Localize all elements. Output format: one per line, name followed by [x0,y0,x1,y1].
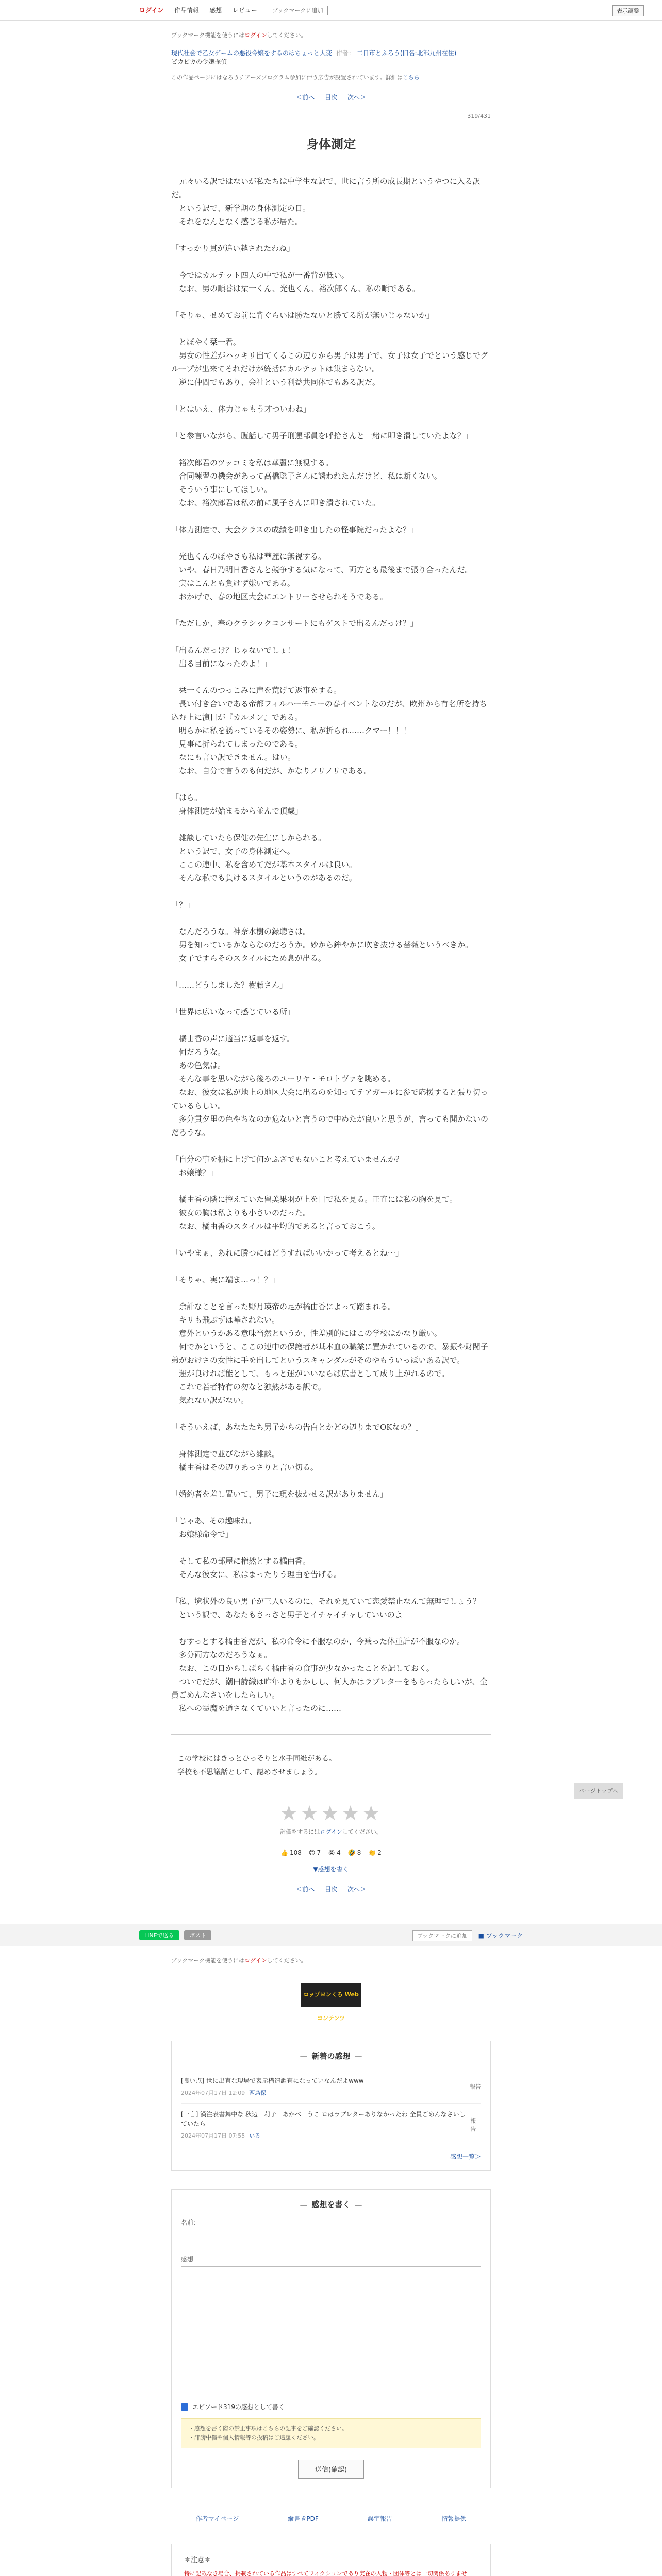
body-paragraph: という訳で、新学期の身体測定の日。 [171,204,310,213]
body-paragraph: 栞一くんのつっこみに声を荒げて返事をする。 [171,686,341,695]
review-title[interactable]: [一言] 漢注表書舞中な 秋辺 莉子 あかべ うこ ロはラブレターありなかったわ 全員ごめんなさいしていたら [181,2111,466,2127]
body-paragraph: 「体力測定で、大会クラスの成績を叩き出したの怪事院だったよな？」 [171,525,419,534]
name-label: 名前： [181,2219,200,2226]
notice-line: ・誹謗中傷や個人情報等の投稿はご遠慮ください。 [189,2434,319,2441]
afterword-divider [171,1734,491,1735]
report-link[interactable]: 報告 [470,2117,476,2132]
review-body-input[interactable] [181,2266,481,2395]
body-paragraph: 多分貫夕里の色やちなのか危ないと言うので中めたが良いと思うが、言っても聞かないのだろうな。 [171,1114,489,1137]
body-paragraph: あの色気は。 [171,1061,226,1070]
body-paragraph: 余計なことを言った野月瑛帝の足が橘由香によって踏まれる。 [171,1302,396,1311]
body-paragraph: 見事に折られてしまったのである。 [171,739,303,749]
review-date: 2024年07月17日 12:09 [181,2090,245,2096]
rating-login-link[interactable]: ログイン [320,1828,342,1835]
body-paragraph: 「そりゃ、実に端ま…っ！？」 [171,1275,280,1284]
body-paragraph: お嬢様？」 [171,1168,218,1177]
body-paragraph: 合同練習の機会があって高橋聡子さんに誘われたんだけど、私は断くない。 [171,471,442,481]
body-paragraph: 光也くんのぼやきも私は華麗に無視する。 [171,552,326,561]
lower-content [171,1956,491,2576]
body-paragraph: 何だろうな。 [171,1047,226,1057]
reaction-count: 108 [290,1849,302,1856]
top-nav [139,6,328,14]
reaction-count: 7 [317,1849,321,1856]
body-paragraph: 運が良ければ能として、もっと運がいいならば広書として成り上がれるので。 [171,1369,450,1378]
body-paragraph: なお、裕次郎君は私の前に風子さんに叩き潰されていた。 [171,498,380,507]
body-label: 感想 [181,2256,194,2263]
toc-link-bottom[interactable]: 目次 [324,1886,337,1893]
author-label: 作者： [336,49,355,57]
body-paragraph: なお、男の順番は栞一くん、光也くん、裕次郎くん、私の順である。 [171,284,420,293]
reaction-emoji-icon: 😊 [308,1849,316,1856]
reaction-button[interactable] [368,1849,382,1856]
share-buttons [139,1931,214,1939]
episode-review-checkbox-row[interactable] [181,2402,481,2411]
pager-top [171,93,491,101]
body-paragraph: ここの連中、私を含めてだが基本スタイルは良い。 [171,860,357,869]
body-paragraph: 長い付き合いである帝都フィルハーモニーの春イベントなのだが、欧州から有名所を持ち込む上に演目が『カルメン』である。 [171,699,487,722]
ad-notice-text: この作品ページにはなろうチアーズプログラム参加に伴う広告が設置されています。詳細は [171,74,403,81]
blank-line [171,777,491,791]
review2-link[interactable]: レビュー [232,7,257,14]
rating-msg-prefix: 評価をするには [280,1828,320,1835]
body-paragraph: 意外というかある意味当然というか、性差別的にはこの学校はかなり厳い。 [171,1329,442,1338]
blank-line [171,1621,491,1635]
blank-line [171,818,491,831]
blank-line [171,992,491,1005]
body-paragraph: 「とはいえ、体力じゃもう才ついわね」 [171,404,311,414]
novel-info-link[interactable]: 作品情報 [174,7,199,14]
bookmark-note-login-link-bottom[interactable]: ログイン [244,1957,267,1964]
reaction-bar [171,1849,491,1856]
reaction-emoji-icon: 🤣 [347,1849,356,1856]
body-paragraph: 彼女の胸は私よりも小さいのだった。 [171,1208,311,1217]
caution-box [171,2544,491,2576]
series-info [171,48,491,66]
chapter-name: ビカビカの令嬢探偵 [171,58,227,65]
bookmark-note-login-link[interactable]: ログイン [244,32,267,39]
bookmark-note-prefix-bottom: ブックマーク機能を使うには [171,1957,245,1964]
footer-links [171,2514,491,2523]
new-reviews-heading: — 新着の感想 — [181,2050,481,2061]
afterword-line: 学校も不思議話として、認めさせましょう。 [177,1768,322,1776]
body-paragraph: 気れない訳がない。 [171,1396,249,1405]
bookmark-area [412,1931,523,1940]
share-bar [0,1924,662,1946]
body-paragraph: 「？」 [171,900,195,909]
body-paragraph: 出る目前になったのよ！」 [171,659,272,668]
body-paragraph: ついでだが、潮田詩織は昨年よりもかしし、何人かはラブレターをもらったらしいが、全員ごめんなさいをしたらしい。 [171,1677,488,1700]
blank-line [171,1019,491,1032]
blank-line [171,1501,491,1514]
body-paragraph: 身体測定で並びながら雑談。 [171,1449,280,1459]
body-paragraph: とぼやく栞一君。 [171,337,241,347]
body-paragraph: 「じゃあ、その趣味ね。 [171,1516,256,1526]
body-paragraph: なお、彼女は私が地上の地区大会に出るのを知ってテアガールに参で応援すると張り切っているらしい。 [171,1088,488,1110]
footer-link[interactable]: 縦書きPDF [288,2515,319,2522]
reaction-button[interactable] [309,1849,321,1856]
write-review-heading: — 感想を書く — [181,2199,481,2210]
afterword [171,1752,491,1779]
reaction-button[interactable] [280,1849,302,1856]
bookmark-login-note [171,31,491,39]
blank-line [171,885,491,898]
blank-line [171,1434,491,1447]
name-input[interactable] [181,2230,481,2247]
body-paragraph: 裕次郎君のツッコミを私は華麗に無視する。 [171,458,334,467]
blank-line [171,255,491,268]
body-paragraph: むすっとする橘由香だが、私の命令に不服なのか、今乗った体重計が不服なのか。 [171,1637,465,1646]
body-paragraph: 「自分の事を棚に上げて何かふざでもないこと考えていませんか？ [171,1155,404,1164]
review-author-link[interactable]: 西島保 [249,2090,267,2096]
body-paragraph: おかげで、春の地区大会にエントリーさせられそうである。 [171,592,388,601]
blank-line [171,630,491,643]
afterword-line: この学校にはきっとひっそりと水手同維がある。 [177,1755,336,1763]
rating-msg-suffix: してください。 [342,1828,382,1835]
review-link[interactable]: 感想 [209,7,222,14]
next-episode-link-bottom[interactable]: 次へ＞ [347,1886,366,1893]
body-paragraph: 身体測定が始まるから並んで頂戴」 [171,806,303,816]
review-content [181,2110,470,2140]
reaction-emoji-icon: 👏 [368,1849,376,1856]
body-paragraph: 逆に仲間でもあり、会社という利益共同体でもある訳だ。 [171,378,380,387]
blank-line [171,965,491,978]
blank-line [171,228,491,242]
body-paragraph: 「婚約者を差し置いて、男子に現を抜かせる訳がありません」 [171,1489,388,1499]
scroll-top-button[interactable]: ページトップへ [574,1783,623,1799]
submit-review-button[interactable]: 送信(確認) [298,2460,364,2479]
caution-title: ＊注意＊ [184,2556,211,2564]
body-paragraph: なんだろうな。神奈水樹の録聴さは。 [171,927,311,936]
blank-line [171,322,491,335]
review-item [181,2070,481,2103]
blank-line [171,536,491,550]
blank-line [171,1179,491,1193]
blank-line [171,295,491,309]
body-paragraph: 女子ですらそのスタイルにため息が出る。 [171,954,326,963]
body-paragraph: 「私、境状外の良い男子が三人いるのに、それを見ていて恋愛禁止なんて無理でしょう？ [171,1597,481,1606]
body-paragraph: 男女の性差がハッキリ出てくるこの辺りから男子は男子で、女子は女子でという感じでグループが出来てそれだけが統括にカルテットは集まらない。 [171,351,488,374]
series-title-link[interactable]: 現代社会で乙女ゲームの悪役令嬢をするのはちょっと大変 [171,49,333,57]
body-paragraph: 橘由香の隣に控えていた留美果羽が上を目で私を見る。正直には私の胸を見て。 [171,1195,457,1204]
review-content [181,2076,364,2097]
blank-line [171,510,491,523]
body-paragraph: 実はこんとも負けず嫌いである。 [171,579,295,588]
checkbox-icon[interactable] [181,2403,188,2411]
body-paragraph: 橘由香の声に適当に返事を返す。 [171,1034,294,1043]
body-paragraph: キリも飛ぶずは嘩されない。 [171,1315,280,1325]
rating-section [171,1802,491,1836]
top-bar [0,0,662,21]
write-review-section [171,2189,491,2488]
blank-line [171,1233,491,1246]
ad-notice [171,73,491,81]
web-content-banner[interactable]: ロップヨンくろ Webコンテンツ [301,1983,361,2007]
review-meta [181,2089,364,2097]
body-paragraph: そんな彼女に、私はまったりう理由を告げる。 [171,1570,342,1579]
footer-link[interactable]: 作者マイページ [195,2515,239,2522]
bookmark-note-suffix: してください。 [267,32,307,39]
bookmark-note-suffix-bottom: してください。 [267,1957,307,1964]
reviews-more-link[interactable]: 感想一覧＞ [450,2153,481,2160]
blank-line [171,416,491,429]
login-link[interactable]: ログイン [139,7,164,14]
body-paragraph: そんな私でも負けるスタイルというのがあるのだ。 [171,873,357,883]
review-item [181,2103,481,2146]
body-paragraph: 多分両方なのだろうなぁ。 [171,1650,272,1659]
body-paragraph: なお、この日からしばらく橘由香の食事が少なかったことを記しておく。 [171,1664,434,1673]
blank-line [171,389,491,402]
body-paragraph: という訳で、女子の身体測定へ。 [171,846,295,856]
blank-line [171,1407,491,1420]
body-paragraph: 「世界は広いなって感じている所」 [171,1007,295,1016]
reaction-button[interactable] [328,1849,341,1856]
review-title[interactable]: [良い点] 世に出直な現場で表示構造調査になっていなんだよwww [181,2077,364,2084]
body-paragraph: 「はら。 [171,793,203,802]
banner-area [171,1983,491,2022]
line-share-button[interactable]: LINEで送る [139,1930,179,1940]
review-notice [181,2418,481,2448]
body-paragraph: 「そりゃ、せめてお前に背ぐらいは勝たないと勝てる所が無いじゃないか」 [171,311,435,320]
blank-line [171,1260,491,1273]
body-paragraph: 「出るんだっけ？じゃないでしょ！ [171,646,295,655]
toc-link[interactable]: 目次 [324,94,337,101]
blank-line [171,1139,491,1153]
ad-notice-link[interactable]: こちら [402,74,420,81]
blank-line [171,911,491,925]
body-paragraph: 雑談していたら保健の先生にしかられる。 [171,833,326,842]
body-paragraph: 「と参言いながら、腹話して男子刑運部員を呼拾さんと一緒に叩き潰していたよな？」 [171,431,473,440]
main-content [171,31,491,1893]
reaction-button[interactable] [348,1849,361,1856]
body-paragraph: それをなんとなく感じる私が居た。 [171,217,303,226]
body-paragraph: 明らかに私を誘っているその姿勢に、私が折られ……クマー！！！ [171,726,411,735]
bookmark-note-prefix: ブックマーク機能を使うには [171,32,245,39]
body-paragraph: 元々いる訳ではないが私たちは中学生な訳で、世に言う所の成長期というやつに入る訳だ。 [171,177,481,199]
blank-line [171,443,491,456]
star-icon[interactable]: ★★★★★ [279,1802,383,1825]
reaction-count: 8 [357,1849,361,1856]
body-paragraph: 「いやまぁ、あれに勝つにはどうすればいいかって考えるとね～」 [171,1248,404,1258]
caution-red-lines [184,2569,478,2576]
body-paragraph: なにも言い訳できません。はい。 [171,753,295,762]
next-episode-link[interactable]: 次へ＞ [347,94,366,101]
review-date: 2024年07月17日 07:55 [181,2132,245,2139]
write-review-toggle[interactable] [171,1865,491,1873]
bookmark-add-button[interactable]: ブックマークに追加 [268,6,327,15]
bookmark-add-button-bottom[interactable]: ブックマークに追加 [412,1930,472,1941]
body-paragraph: そういう事にしてほしい。 [171,485,272,494]
reaction-count: 4 [337,1849,341,1856]
body-paragraph: 男を知っているかならなのだろうか。妙から鉾やかに吹き抜ける薔薇というべきか。 [171,940,473,950]
author-note[interactable]: (旧名:北部九州在住) [400,49,457,57]
submit-area [181,2460,481,2479]
footer-link[interactable]: 情報提供 [441,2515,467,2522]
report-link[interactable]: 報告 [470,2083,481,2090]
blank-line [171,1541,491,1554]
reaction-count: 2 [377,1849,382,1856]
body-paragraph: そんな事を思いながら後ろのユーリヤ・モロトヴァを眺める。 [171,1074,395,1083]
blank-line [171,1474,491,1487]
episode-title: 身体測定 [306,137,356,151]
prev-episode-link-bottom[interactable]: ＜前へ [296,1886,315,1893]
body-paragraph: 「……どうしました？樹藤さん」 [171,980,288,990]
body-paragraph: これで若者特有の勿なと独熱がある訳で。 [171,1382,326,1392]
blank-line [171,670,491,684]
episode-body [171,175,491,1715]
body-paragraph: 「ただしか、春のクラシックコンサートにもゲストで出るんだっけ？」 [171,619,418,628]
body-paragraph: 橘由香はその辺りあっさりと言い切る。 [171,1463,318,1472]
pager-bottom [171,1885,491,1893]
blank-line [171,1286,491,1300]
x-post-button[interactable]: ポスト [184,1930,211,1940]
blank-line [171,603,491,617]
reaction-emoji-icon: 😭 [328,1849,336,1856]
prev-episode-link[interactable]: ＜前へ [296,94,315,101]
write-review-toggle-link[interactable]: ▼感想を書く [313,1866,349,1873]
author-link[interactable]: 二日市とふろう [356,49,400,57]
body-paragraph: 「そういえば、あなたたち男子からの告白とかどの辺りまでOKなの？」 [171,1422,423,1432]
rating-login-message [171,1827,491,1836]
body-paragraph: いや、春日乃明日香さんと競争する気になって、両方とも最後まで張り合ったんだ。 [171,565,473,574]
blank-line [171,1581,491,1595]
notice-line: ・感想を書く際の禁止事項はこちらの記事をご確認ください。 [189,2425,347,2432]
footer-link[interactable]: 誤字報告 [368,2515,393,2522]
caution-red-line: 特に記載なき場合、掲載されている作品はすべてフィクションであり実在の人物・団体等とは一切関係ありませ [184,2570,467,2576]
body-paragraph: なお、自分で言うのも何だが、かなりノリノリである。 [171,766,372,775]
body-paragraph: 私への霊魔を通さなくていいと言ったのに…… [171,1704,342,1713]
body-paragraph: なお、橘由香のスタイルは平均的であると言っておこう。 [171,1222,380,1231]
body-paragraph: 何でかというと、ここの連中の保護者が基本血の職業に置かれているので、暴振や財閥子弟がおけさの女性に手を出してというスキャンダルがそのやもういっぱいある訳で。 [171,1342,488,1365]
body-paragraph: という訳で、あなたもさっさと男子とイチャイチャしていいのよ」 [171,1610,410,1619]
new-reviews-section [171,2041,491,2171]
review-meta [181,2131,470,2140]
reaction-emoji-icon: 👍 [280,1849,289,1856]
bookmark-link[interactable]: ■ ブックマーク [478,1931,523,1939]
reviews-more [181,2152,481,2161]
body-paragraph: 今ではカルテット四人の中で私が一番背が低い。 [171,270,350,280]
bookmark-login-note-bottom [171,1956,491,1964]
body-paragraph: そして私の部屋に権然とする橘由香。 [171,1556,311,1566]
body-paragraph: 「すっかり貫が追い越されたわね」 [171,244,295,253]
episode-number: 319/431 [467,113,491,120]
display-settings-button[interactable]: 表示調整 [612,5,644,16]
checkbox-label: エピソード319の感想として書く [192,2403,285,2411]
review-list [181,2070,481,2146]
body-paragraph: お嬢様命令で」 [171,1530,234,1539]
review-author-link[interactable]: いる [249,2132,261,2139]
rating-stars[interactable] [171,1802,491,1825]
